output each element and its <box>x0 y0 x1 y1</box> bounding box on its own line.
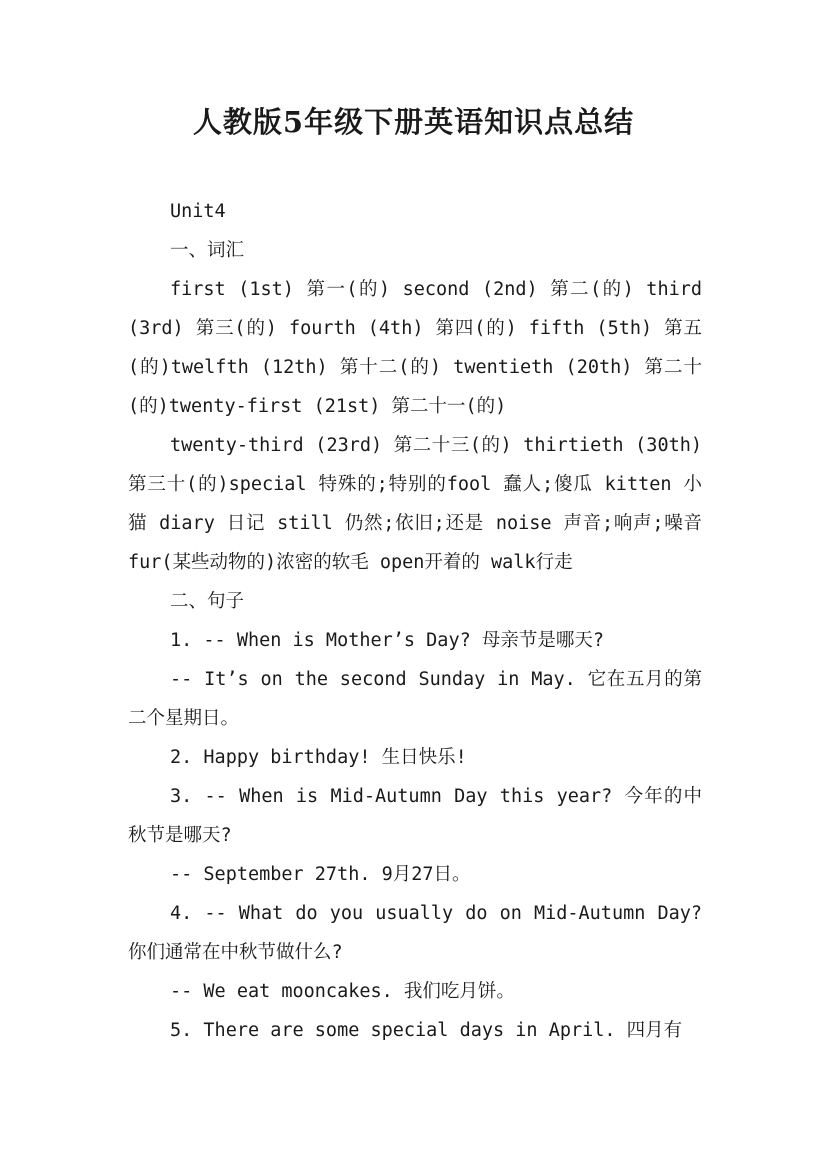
sentence-paragraph: 1. -- When is Mother’s Day? 母亲节是哪天? <box>170 630 605 651</box>
sentence-paragraph: 2. Happy birthday! 生日快乐! <box>170 747 467 768</box>
sentence-paragraph: -- It’s on the second Sunday in May. 它在五月的第二个星期日。 <box>128 669 702 729</box>
section-heading-vocabulary: 一、词汇 <box>170 240 245 261</box>
vocabulary-paragraph: twenty-third (23rd) 第二十三(的) thirtieth (30th) 第三十(的)special 特殊的;特别的fool 蠢人;傻瓜 kitten 小猫 diary 日记 still 仍然;依旧;还是 noise 声音;响声;噪音 fur(某些动物的)浓密的软毛 open开着的 walk行走 <box>128 435 702 573</box>
document-title: 人教版5年级下册英语知识点总结 <box>192 105 635 139</box>
unit-heading: Unit4 <box>170 201 226 222</box>
sentence-paragraph: 5. There are some special days in April. 四月有 <box>170 1020 683 1041</box>
sentence-paragraph: 3. -- When is Mid-Autumn Day this year? 今年的中秋节是哪天? <box>128 786 702 846</box>
sentence-paragraph: -- We eat mooncakes. 我们吃月饼。 <box>170 981 515 1002</box>
document-body <box>128 192 702 1050</box>
section-heading-sentences: 二、句子 <box>170 591 245 612</box>
sentence-paragraph: -- September 27th. 9月27日。 <box>170 864 471 885</box>
sentence-paragraph: 4. -- What do you usually do on Mid-Autumn Day? 你们通常在中秋节做什么? <box>128 903 702 963</box>
vocabulary-paragraph: first (1st) 第一(的) second (2nd) 第二(的) third (3rd) 第三(的) fourth (4th) 第四(的) fifth (5th) 第五(的)twelfth (12th) 第十二(的) twentieth (20th) 第二十(的)twenty-first (21st) 第二十一(的) <box>128 279 702 417</box>
